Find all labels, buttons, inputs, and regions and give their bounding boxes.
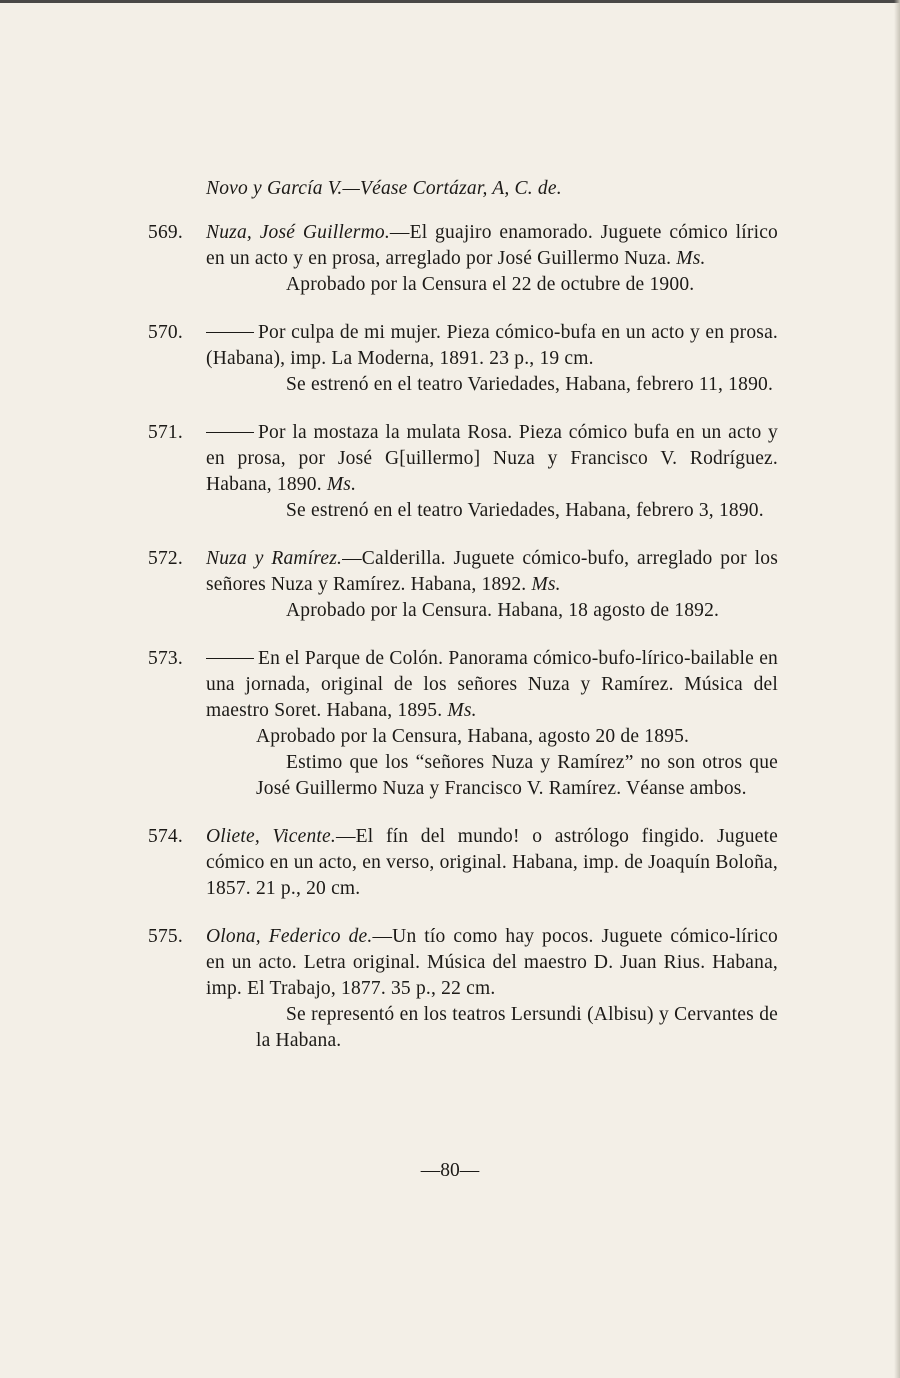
entry-note: Estimo que los “señores Nuza y Ramírez” no son otros que José Guillermo Nuza y Francisco V. Ramírez. Véanse ambos.	[256, 752, 778, 799]
top-edge-line	[0, 0, 900, 3]
entry-note: Se estrenó en el teatro Variedades, Habana, febrero 3, 1890.	[286, 500, 764, 521]
entry-text: Por la mostaza la mulata Rosa. Pieza cómico bufa en un acto y en prosa, por José G[uillermo] Nuza y Francisco V. Rodríguez. Habana, 1890.	[206, 422, 778, 495]
entry-note: Aprobado por la Censura. Habana, 18 agosto de 1892.	[286, 600, 720, 621]
entry-number: 571.	[148, 422, 183, 443]
entry-text: —Un tío como hay pocos. Juguete cómico-lírico en un acto. Letra original. Música del maestro D. Juan Rius. Habana, imp. El Trabajo, 1877. 35 p., 22 cm.	[206, 926, 779, 999]
entry-body	[206, 220, 778, 272]
entry-text: —El fín del mundo! o astrólogo fingido. Juguete cómico en un acto, en verso, original. Habana, imp. de Joaquín Boloña, 1857. 21 p., 20 cm.	[206, 826, 778, 899]
manuscript-mark: Ms.	[676, 248, 706, 269]
ditto-dash	[206, 658, 254, 659]
entry-note: Se estrenó en el teatro Variedades, Habana, febrero 11, 1890.	[286, 374, 774, 395]
ditto-dash	[206, 332, 254, 333]
entry-573	[148, 646, 778, 802]
entry-body	[206, 924, 778, 1002]
manuscript-mark: Ms.	[447, 700, 477, 721]
entry-note: Se representó en los teatros Lersundi (Albisu) y Cervantes de la Habana.	[256, 1004, 778, 1051]
entry-author: Nuza y Ramírez.	[206, 548, 343, 569]
entry-number: 574.	[148, 826, 183, 847]
entry-574	[148, 824, 778, 902]
entry-body	[206, 420, 778, 498]
entry-text: —El guajiro enamorado. Juguete cómico lírico en un acto y en prosa, arreglado por José Guillermo Nuza.	[206, 222, 778, 269]
entry-569	[148, 220, 778, 298]
entry-text: Por culpa de mi mujer. Pieza cómico-bufa en un acto y en prosa. (Habana), imp. La Moderna, 1891. 23 p., 19 cm.	[206, 322, 778, 369]
entry-575	[148, 924, 778, 1054]
entry-body	[206, 824, 778, 902]
manuscript-mark: Ms.	[531, 574, 561, 595]
entry-author: Novo y García V.	[206, 178, 343, 199]
entry-body	[206, 320, 778, 372]
entry-text: —Calderilla. Juguete cómico-bufo, arreglado por los señores Nuza y Ramírez. Habana, 1892.	[206, 548, 778, 595]
entry-note: Aprobado por la Censura el 22 de octubre de 1900.	[286, 274, 695, 295]
entry-number: 572.	[148, 548, 183, 569]
entry-reference: —Véase Cortázar, A, C. de.	[342, 178, 562, 199]
ditto-dash	[206, 432, 254, 433]
manuscript-mark: Ms.	[326, 474, 357, 495]
page-number: —80—	[420, 1160, 480, 1181]
entry-571	[148, 420, 778, 524]
entry-number: 570.	[148, 322, 183, 343]
entry-approval: Aprobado por la Censura, Habana, agosto 20 de 1895.	[256, 726, 690, 747]
entry-body	[206, 546, 778, 598]
cross-reference-entry	[148, 176, 778, 202]
entry-text: En el Parque de Colón. Panorama cómico-bufo-lírico-bailable en una jornada, original de los señores Nuza y Ramírez. Música del maestro Soret. Habana, 1895.	[206, 648, 778, 721]
entry-body	[206, 646, 778, 724]
entry-author: Nuza, José Guillermo.	[206, 222, 390, 243]
entry-author: Oliete, Vicente.	[206, 826, 336, 847]
entry-author: Olona, Federico de.	[206, 926, 373, 947]
bibliography-list	[148, 176, 778, 1076]
entry-number: 569.	[148, 222, 183, 243]
entry-number: 573.	[148, 648, 183, 669]
entry-number: 575.	[148, 926, 183, 947]
entry-570	[148, 320, 778, 398]
entry-572	[148, 546, 778, 624]
